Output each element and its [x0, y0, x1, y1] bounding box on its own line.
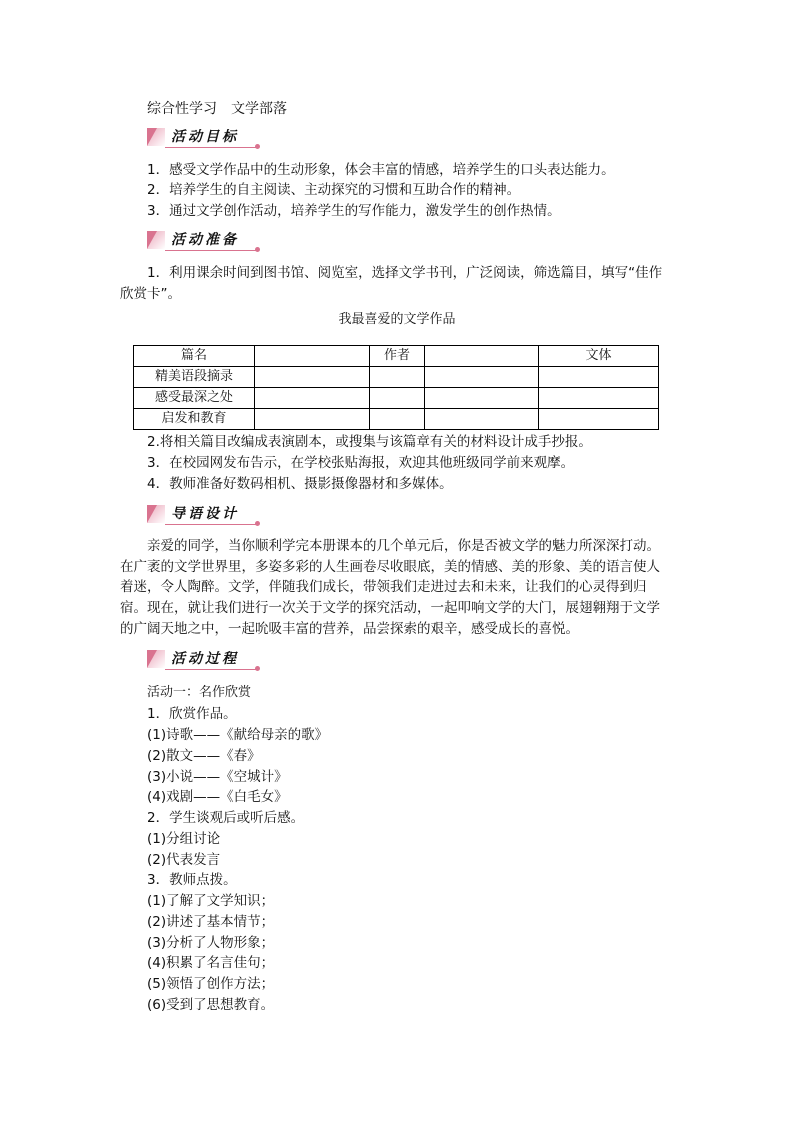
table-cell: [370, 388, 425, 409]
section-heading-prep: [147, 229, 267, 251]
table-caption: 我最喜爱的文学作品: [338, 312, 456, 327]
table-row-label: 感受最深之处: [134, 388, 255, 409]
table-blank-cell: [425, 346, 539, 367]
process-line: (3)小说——《空城计》: [147, 769, 288, 785]
table-row-label: 启发和教育: [134, 409, 255, 430]
heading-label: 活动目标: [171, 129, 239, 145]
process-line: (3)分析了人物形象；: [147, 935, 275, 951]
process-line: 1．欣赏作品。: [147, 706, 237, 722]
appreciation-card-table: [133, 345, 659, 430]
prep-item: 4．教师准备好数码相机、摄影摄像器材和多媒体。: [147, 476, 453, 492]
heading-underline: [165, 669, 257, 670]
table-cell: [425, 367, 539, 388]
table-row-label: 精美语段摘录: [134, 367, 255, 388]
process-line: (2)讲述了基本情节；: [147, 914, 275, 930]
table-row: [134, 388, 659, 409]
goal-item: 2．培养学生的自主阅读、主动探究的习惯和互助合作的精神。: [147, 182, 521, 198]
goal-item: 3．通过文学创作活动，培养学生的写作能力，激发学生的创作热情。: [147, 203, 561, 219]
heading-marker-icon: [147, 128, 165, 146]
heading-label: 导语设计: [171, 506, 239, 522]
process-line: (2)散文——《春》: [147, 748, 261, 764]
heading-marker-icon: [147, 505, 165, 523]
table-row: [134, 409, 659, 430]
heading-underline: [165, 524, 257, 525]
process-line: (4)积累了名言佳句；: [147, 955, 275, 971]
table-header-cell: 篇名: [134, 346, 255, 367]
goal-item: 1．感受文学作品中的生动形象，体会丰富的情感，培养学生的口头表达能力。: [147, 162, 615, 178]
process-line: (2)代表发言: [147, 852, 221, 868]
heading-marker-icon: [147, 231, 165, 249]
table-cell: [370, 367, 425, 388]
intro-paragraph: 亲爱的同学，当你顺利学完本册课本的几个单元后，你是否被文学的魅力所深深打动。在广袤的文学世界里，多姿多彩的人生画卷尽收眼底，美的情感、美的形象、美的语言使人着迷，令人陶醉。文学，伴随我们成长，带领我们走进过去和未来，让我们的心灵得到归宿。现在，就让我们进行一次关于文学的探究活动，一起叩响文学的大门，展翅翱翔于文学的广阔天地之中，一起吮吸丰富的营养，品尝探索的艰辛，感受成长的喜悦。: [120, 538, 660, 637]
process-line: (1)分组讨论: [147, 831, 221, 847]
prep-item-1: 1．利用课余时间到图书馆、阅览室，选择文学书刊，广泛阅读，筛选篇目，填写“佳作欣赏卡”。: [120, 265, 663, 302]
process-line: (5)领悟了创作方法；: [147, 976, 275, 992]
prep-item: 3．在校园网发布告示，在学校张贴海报，欢迎其他班级同学前来观摩。: [147, 455, 575, 471]
table-cell: [539, 367, 659, 388]
heading-label: 活动准备: [171, 232, 239, 248]
process-line: (4)戏剧——《白毛女》: [147, 789, 288, 805]
section-heading-goals: [147, 126, 267, 148]
prep-item: 2.将相关篇目改编成表演剧本，或搜集与该篇章有关的材料设计成手抄报。: [147, 434, 592, 450]
table-cell: [425, 409, 539, 430]
table-cell: [370, 409, 425, 430]
process-line: (6)受到了思想教育。: [147, 997, 275, 1013]
heading-underline: [165, 250, 257, 251]
table-blank-cell: [255, 346, 370, 367]
table-header-cell: 文体: [539, 346, 659, 367]
process-line: (1)诗歌——《献给母亲的歌》: [147, 727, 329, 743]
heading-dot-icon: [255, 144, 260, 149]
heading-marker-icon: [147, 650, 165, 668]
table-cell: [539, 388, 659, 409]
table-cell: [539, 409, 659, 430]
table-row: [134, 367, 659, 388]
heading-dot-icon: [255, 521, 260, 526]
heading-underline: [165, 147, 257, 148]
process-line: 活动一：名作欣赏: [147, 685, 252, 700]
heading-dot-icon: [255, 247, 260, 252]
process-line: 3．教师点拨。: [147, 872, 237, 888]
table-cell: [255, 409, 370, 430]
table-header-row: [134, 346, 659, 367]
table-cell: [255, 388, 370, 409]
section-heading-intro: [147, 503, 267, 525]
heading-label: 活动过程: [171, 651, 239, 667]
table-cell: [425, 388, 539, 409]
page-title: 综合性学习 文学部落: [147, 101, 287, 117]
process-line: (1)了解了文学知识；: [147, 893, 275, 909]
table-header-cell: 作者: [370, 346, 425, 367]
process-line: 2．学生谈观后或听后感。: [147, 810, 305, 826]
table-cell: [255, 367, 370, 388]
heading-dot-icon: [255, 666, 260, 671]
section-heading-process: [147, 648, 267, 670]
